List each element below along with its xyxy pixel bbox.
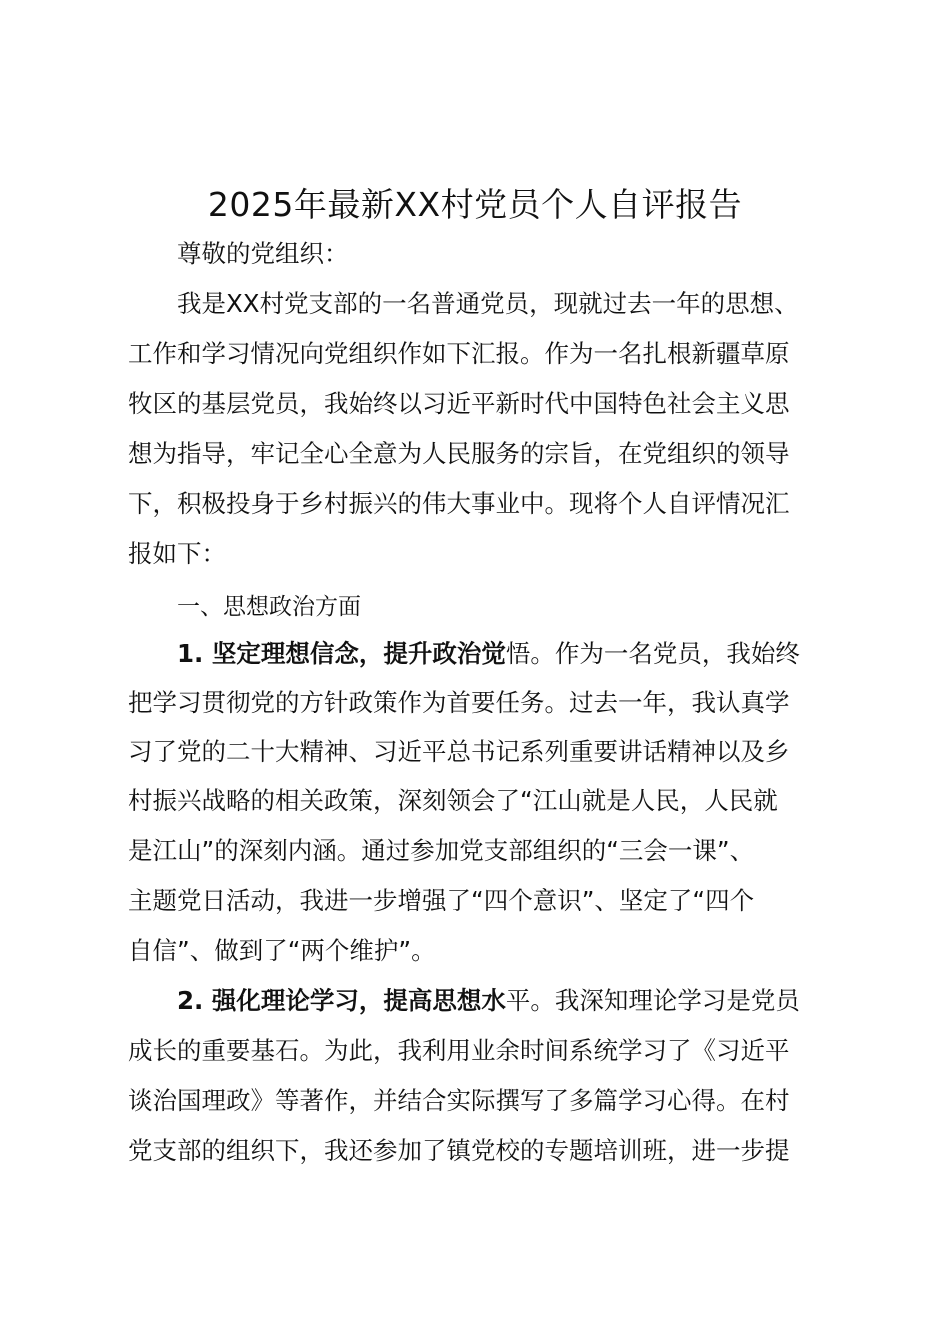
paragraph-line: 我是XX村党支部的一名普通党员，现就过去一年的思想、 xyxy=(177,289,799,318)
item-line-rest: 平。我深知理论学习是党员 xyxy=(505,986,800,1015)
item-bold-lead: 1. 坚定理想信念，提升政治觉 xyxy=(177,639,506,668)
paragraph-line: 成长的重要基石。为此，我利用业余时间系统学习了《习近平 xyxy=(128,1036,790,1065)
paragraph-line: 习了党的二十大精神、习近平总书记系列重要讲话精神以及乡 xyxy=(128,737,790,766)
paragraph-line: 牧区的基层党员，我始终以习近平新时代中国特色社会主义思 xyxy=(128,389,790,418)
item-heading-line xyxy=(177,984,800,1018)
item-bold-lead: 2. 强化理论学习，提高思想水 xyxy=(177,986,506,1015)
paragraph-line: 想为指导，牢记全心全意为人民服务的宗旨，在党组织的领导 xyxy=(128,439,790,468)
document-title: 2025年最新XX村党员个人自评报告 xyxy=(207,185,743,224)
paragraph-line: 工作和学习情况向党组织作如下汇报。作为一名扎根新疆草原 xyxy=(128,339,790,368)
paragraph-line: 下，积极投身于乡村振兴的伟大事业中。现将个人自评情况汇 xyxy=(128,489,790,518)
item-line-rest: 悟。作为一名党员，我始终 xyxy=(505,639,800,668)
paragraph-line: 把学习贯彻党的方针政策作为首要任务。过去一年，我认真学 xyxy=(128,688,790,717)
paragraph-line: 谈治国理政》等著作，并结合实际撰写了多篇学习心得。在村 xyxy=(128,1086,790,1115)
paragraph-line: 是江山”的深刻内涵。通过参加党支部组织的“三会一课”、 xyxy=(128,836,755,865)
section-heading: 一、思想政治方面 xyxy=(177,594,361,620)
paragraph-line: 主题党日活动，我进一步增强了“四个意识”、坚定了“四个 xyxy=(128,886,755,915)
paragraph-line: 村振兴战略的相关政策，深刻领会了“江山就是人民，人民就 xyxy=(128,786,778,815)
paragraph-line: 党支部的组织下，我还参加了镇党校的专题培训班，进一步提 xyxy=(128,1136,790,1165)
paragraph-line: 自信”、做到了“两个维护”。 xyxy=(128,936,436,965)
item-heading-line xyxy=(177,637,800,671)
paragraph-line: 报如下： xyxy=(128,539,226,568)
salutation: 尊敬的党组织： xyxy=(177,239,349,268)
